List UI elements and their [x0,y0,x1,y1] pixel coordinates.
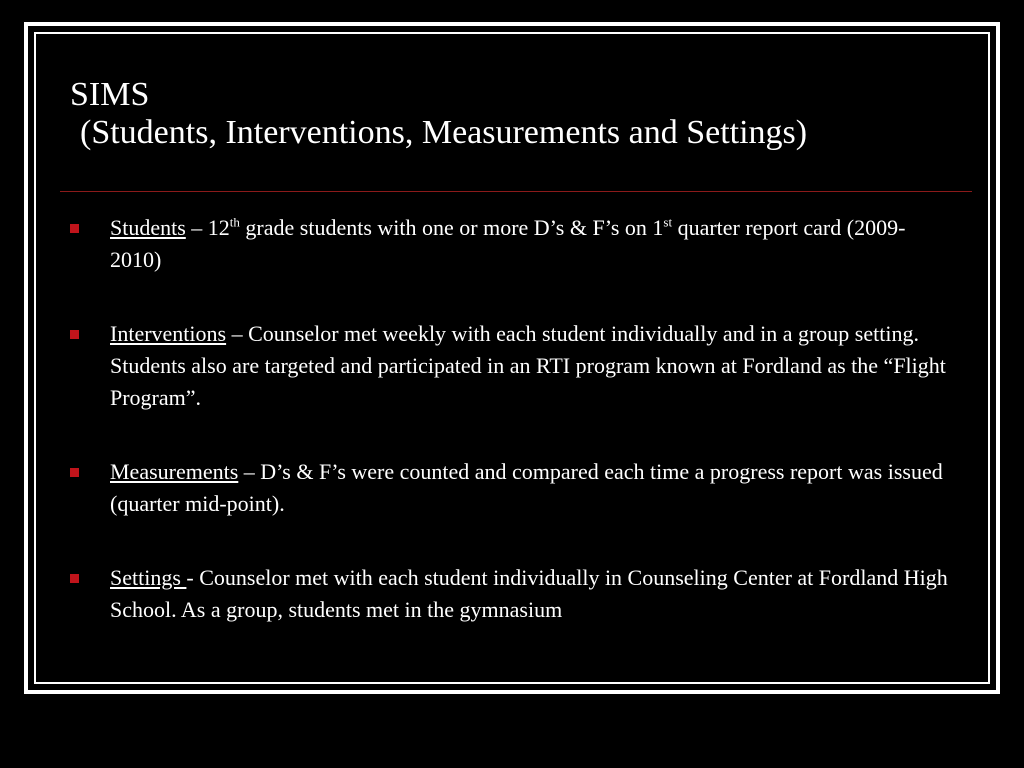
bullet-text: grade students with one or more D’s & F’s on 1 [239,215,664,240]
bullet-term: Settings [110,565,187,590]
bullet-text: – 12 [185,215,230,240]
superscript: st [663,214,673,230]
bullet-term: Interventions [110,321,227,346]
bullet-text: quarter report card (2009-2010) [110,215,906,272]
bullet-settings [70,562,950,626]
bullet-text: – Counselor met weekly with each student individually and in a group setting. Students also are targeted and participated in an RTI program known at Fordland as the “Flight Program”. [110,321,946,410]
title-line-subtitle: (Students, Interventions, Measurements and Settings) [80,114,808,151]
bullet-text: – D’s & F’s were counted and compared each time a progress report was issued (quarter mid-point). [110,459,943,516]
bullet-measurements [70,456,950,520]
bullet-term: Students [110,215,186,240]
superscript: th [229,214,240,230]
bullet-term: Measurements [110,459,239,484]
bullet-interventions [70,318,950,414]
square-bullet-icon [70,224,79,233]
square-bullet-icon [70,574,79,583]
square-bullet-icon [70,468,79,477]
bullet-students [70,212,950,276]
title-divider [60,191,972,192]
square-bullet-icon [70,330,79,339]
title-line-main: SIMS [70,76,150,113]
slide-title [70,76,970,152]
bullet-text: - Counselor met with each student individually in Counseling Center at Fordland High School. As a group, students met in the gymnasium [110,565,948,622]
bullet-list [70,212,950,668]
